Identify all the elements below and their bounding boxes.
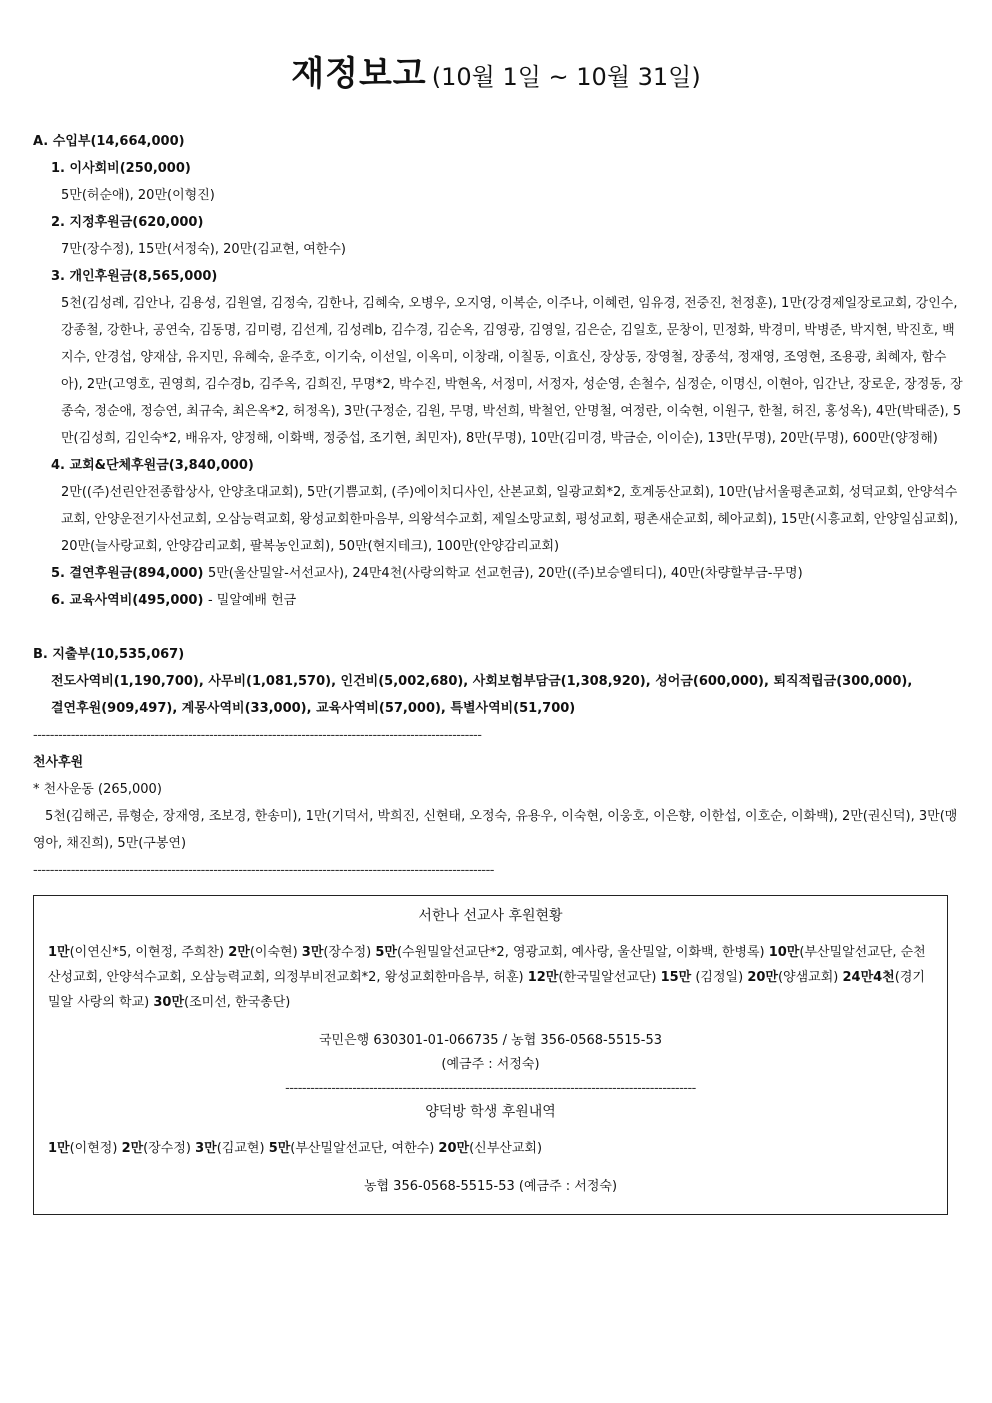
amount: 5만 (375, 945, 397, 960)
missionary-list (48, 940, 933, 1015)
amount: 30만 (153, 995, 185, 1010)
names: (부산밀알선교단, 여한수) (290, 1141, 439, 1156)
names: (조미선, 한국총단) (184, 995, 291, 1010)
angel-detail: 5천(김해곤, 류형순, 장재영, 조보경, 한송미), 1만(기덕서, 박희진, 신현태, 오정숙, 유용우, 이숙현, 이웅호, 이은향, 이한섭, 이호순, 이화백), 2만(권신덕), 3만(맹영아, 채진희), 5만(구봉연) (33, 809, 958, 851)
amount: 20만 (438, 1141, 470, 1156)
names: (이현정) (69, 1141, 122, 1156)
names: (이연신*5, 이현정, 주희찬) (69, 945, 229, 960)
income-item-detail: 5만(허순애), 20만(이형진) (61, 188, 215, 203)
section-divider-2: -------------------------------------------------------------------------------------------------------------- (33, 863, 495, 878)
income-item-label: 4. 교회&단체후원금(3,840,000) (51, 458, 254, 473)
income-item-1 (33, 155, 963, 209)
income-item-label: 3. 개인후원금(8,565,000) (51, 269, 218, 284)
amount: 3만 (195, 1141, 217, 1156)
amount: 20만 (747, 970, 778, 985)
amount: 12만 (527, 970, 559, 985)
names: (이숙현) (249, 945, 302, 960)
box-divider: -------------------------------------------------------------------------------------------------- (285, 1081, 696, 1096)
income-item-detail: 5천(김성례, 김안나, 김용성, 김원열, 김정숙, 김한나, 김혜숙, 오병우, 오지영, 이복순, 이주나, 이혜련, 임유경, 전중진, 천정훈), 1만(강경제일장로교회, 강인수, 강종철, 강한나, 공연숙, 김동명, 김미령, 김선계, 김성례b, 김수경, 김순옥, 김영광, 김영일, 김은순, 김일호, 문창이, 민정화, 박경미, 박병준, 박지현, 박진호, 백지수, 안경섭, 양재삼, 유지민, 유혜숙, 윤주호, 이기숙, 이선일, 이옥미, 이창래, 이칠동, 이효신, 장상동, 장영철, 장종석, 정재영, 조영현, 조용광, 최혜자, 함수아), 2만(고영호, 권영희, 김수경b, 김주옥, 김희진, 무명*2, 박수진, 박현옥, 서정미, 서정자, 성순영, 손철수, 심정순, 이명신, 이현아, 임간난, 장로운, 장정동, 장종숙, 정순애, 정승연, 최규숙, 최은옥*2, 허정옥), 3만(구정순, 김원, 무명, 박선희, 박철언, 안명철, 여정란, 이숙현, 이원구, 한철, 허진, 홍성옥), 4만(박태준), 5만(김성희, 김인숙*2, 배유자, 양정해, 이화백, 정중섭, 조기현, 최민자), 8만(무명), 10만(김미경, 박금순, 이이순), 13만(무명), 20만(무명), 600만(양정해) (61, 296, 963, 446)
amount: 24만4천 (842, 970, 895, 985)
names: (김정일) (691, 970, 748, 985)
income-item-detail: 5만(울산밀알-서선교사), 24만4천(사랑의학교 선교헌금), 20만((주)보승엘티디), 40만(차량할부금-무명) (207, 566, 803, 581)
amount: 5만 (268, 1141, 291, 1156)
missionary-bank: 국민은행 630301-01-066735 / 농협 356-0568-5515-53 (318, 1033, 663, 1048)
names: (양샘교회) (777, 970, 843, 985)
amount: 2만 (121, 1141, 144, 1156)
amount: 1만 (48, 945, 70, 960)
amount: 15만 (660, 970, 692, 985)
expense-line-2: 결연후원(909,497), 계몽사역비(33,000), 교육사역비(57,000), 특별사역비(51,700) (51, 701, 576, 716)
names: (김교현) (216, 1141, 269, 1156)
names: (신부산교회) (469, 1141, 543, 1156)
spacer (33, 614, 963, 641)
amount: 2만 (228, 945, 250, 960)
student-bank: 농협 356-0568-5515-53 (예금주 : 서정숙) (363, 1179, 618, 1194)
income-item-2 (33, 209, 963, 263)
amount: 10만 (768, 945, 800, 960)
angel-sub: * 천사운동 (265,000) (33, 782, 162, 797)
title-period: (10월 1일 ~ 10월 31일) (431, 63, 701, 91)
income-item-5 (51, 560, 963, 587)
names: (부산밀알선교단, 순천산성교회, 안양석수교회, 오삼능력교회, 의정부비전교회*2, 왕성교회한마음부, 허훈) (48, 945, 926, 985)
income-item-label: 6. 교육사역비(495,000) (51, 593, 204, 608)
support-box (33, 895, 948, 1215)
income-item-4 (33, 452, 963, 560)
report-title (0, 46, 992, 95)
income-item-label: 5. 결연후원금(894,000) (51, 566, 204, 581)
income-item-detail: 7만(장수정), 15만(서정숙), 20만(김교현, 여한수) (61, 242, 346, 257)
income-heading: A. 수입부(14,664,000) (33, 134, 185, 149)
names: (장수정) (323, 945, 376, 960)
title-main: 재정보고 (291, 54, 427, 94)
income-item-label: 2. 지정후원금(620,000) (51, 215, 204, 230)
missionary-holder: (예금주 : 서정숙) (441, 1057, 540, 1072)
names: (한국밀알선교단) (558, 970, 661, 985)
income-item-detail: - 밀알예배 헌금 (207, 593, 297, 608)
angel-heading: 천사후원 (33, 755, 84, 770)
income-item-6 (51, 587, 963, 614)
expense-heading: B. 지출부(10,535,067) (33, 647, 185, 662)
missionary-title: 서한나 선교사 후원현황 (418, 908, 563, 924)
names: (장수정) (143, 1141, 196, 1156)
report-body (33, 128, 963, 884)
student-list (48, 1136, 933, 1161)
names: (수원밀알선교단*2, 영광교회, 예사랑, 울산밀알, 이화백, 한병록) (396, 945, 769, 960)
income-item-3 (33, 263, 963, 452)
names: (경기밀알 사랑의 학교) (48, 970, 925, 1010)
amount: 1만 (48, 1141, 70, 1156)
section-divider: ----------------------------------------------------------------------------------------------------------- (33, 728, 482, 743)
student-title: 양덕방 학생 후원내역 (425, 1104, 556, 1120)
income-item-detail: 2만((주)선린안전종합상사, 안양초대교회), 5만(기쁨교회, (주)에이치디사인, 산본교회, 일광교회*2, 호계동산교회), 10만(남서울평촌교회, 성덕교회, 안양석수교회, 안양운전기사선교회, 오삼능력교회, 왕성교회한마음부, 의왕석수교회, 제일소망교회, 평성교회, 평촌새순교회, 헤아교회), 15만(시흥교회, 안양일심교회), 20만(늘사랑교회, 안양감리교회, 팔복농인교회), 50만(현지테크), 100만(안양감리교회) (61, 485, 959, 554)
amount: 3만 (301, 945, 324, 960)
expense-line-1: 전도사역비(1,190,700), 사무비(1,081,570), 인건비(5,002,680), 사회보험부담금(1,308,920), 성어금(600,000), 퇴직적립금(300,000), (51, 674, 913, 689)
income-item-label: 1. 이사회비(250,000) (51, 161, 191, 176)
